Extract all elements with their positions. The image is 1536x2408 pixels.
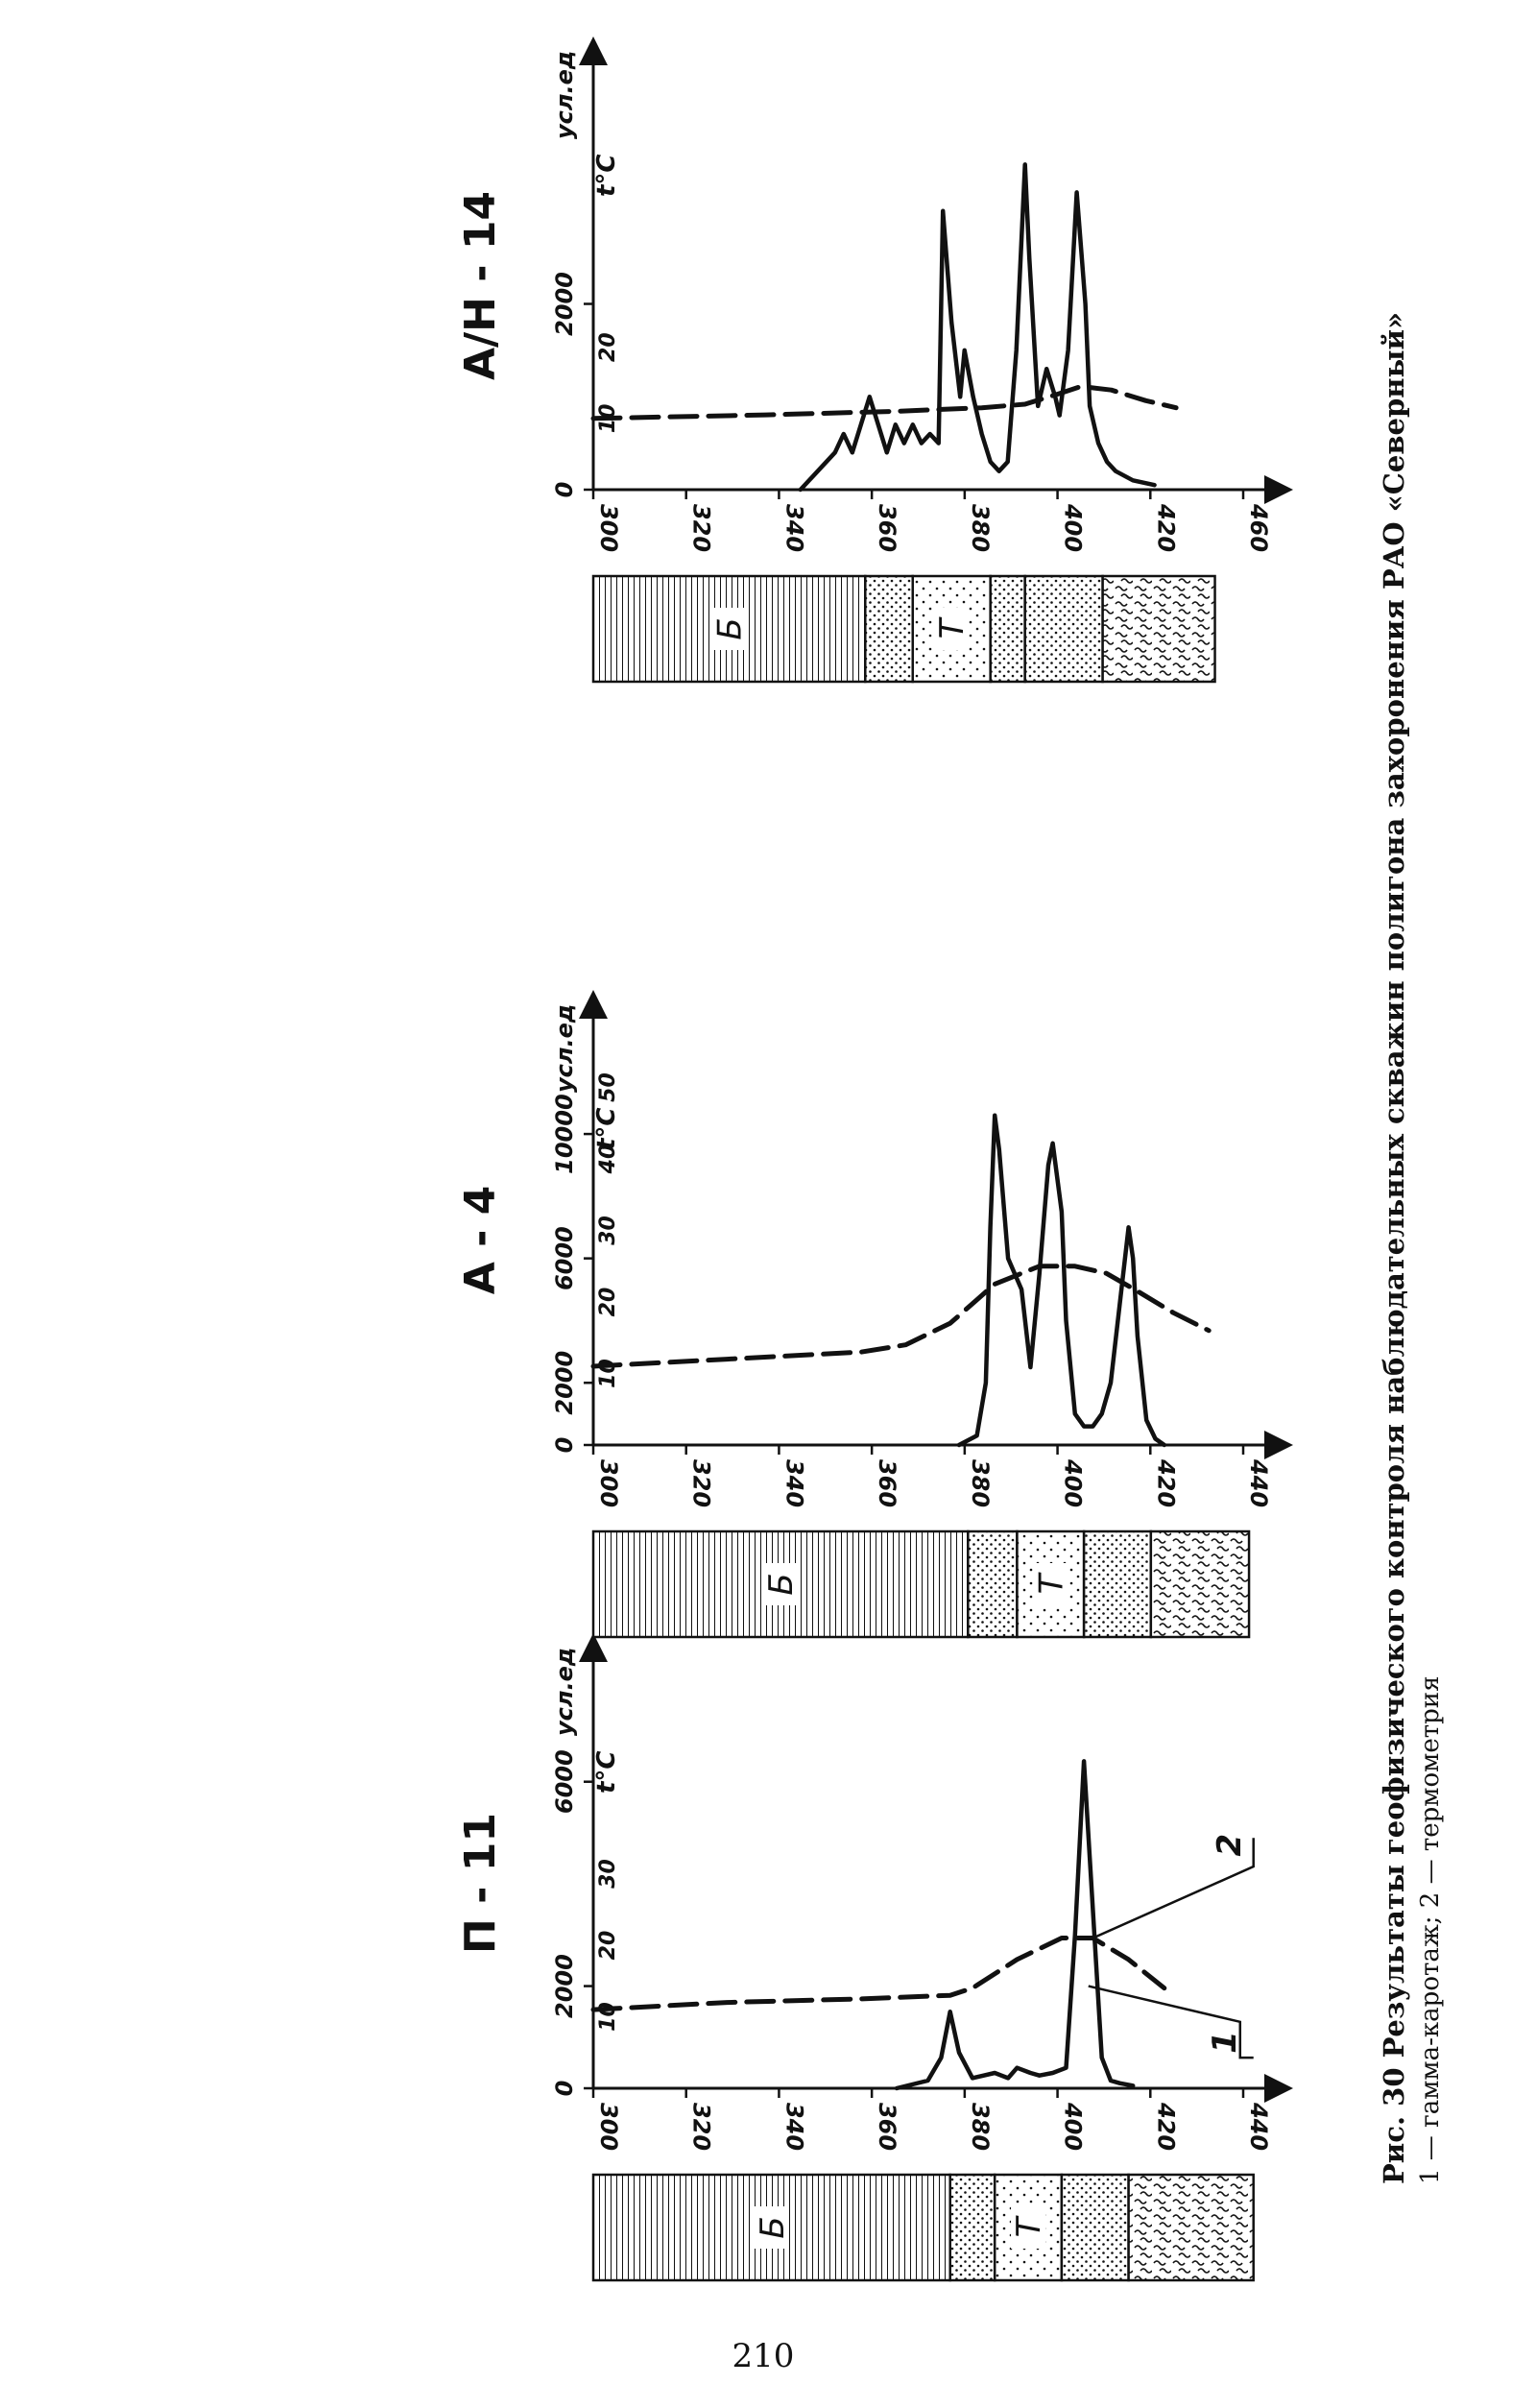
lithology-label: Т — [933, 618, 972, 639]
caption-legend: 1 — гамма-каротаж; 2 — термометрия — [1416, 1675, 1445, 2184]
temp-tick-label: 30 — [596, 1216, 620, 1245]
gamma-unit-label: усл.ед — [551, 1003, 578, 1093]
chart-panel-3 — [456, 48, 1282, 682]
depth-tick-label: 460 — [1245, 503, 1272, 553]
temp-tick-label: 20 — [596, 332, 620, 362]
caption-title: Рис. 30 Результаты геофизического контроля наблюдательных скважин полигона захоронения РАО «Северный» — [1378, 311, 1410, 2184]
gamma-tick-label: 0 — [551, 481, 578, 498]
gamma-tick-label: 2000 — [551, 1350, 578, 1415]
depth-tick-label: 340 — [780, 1458, 808, 1508]
lithology-label: Б — [762, 1573, 802, 1596]
lithology-layer — [1062, 2175, 1129, 2280]
gamma-log-line — [801, 164, 1155, 490]
gamma-tick-label: 2000 — [551, 272, 578, 336]
gamma-log-line — [897, 1761, 1133, 2088]
page-number: 210 — [732, 2337, 795, 2375]
depth-tick-label: 420 — [1152, 503, 1180, 553]
depth-tick-label: 360 — [874, 1458, 901, 1508]
depth-tick-label: 360 — [874, 503, 901, 553]
depth-tick-label: 440 — [1245, 2102, 1272, 2152]
depth-tick-label: 420 — [1152, 2102, 1180, 2152]
callout-label-thermo: 2 — [1210, 1833, 1249, 1857]
temp-tick-label: 40 — [596, 1144, 620, 1174]
gamma-tick-label: 2000 — [551, 1954, 578, 2018]
temp-tick-label: 30 — [596, 1859, 620, 1889]
gamma-unit-label: усл.ед — [551, 50, 578, 139]
lithology-layer — [1151, 1531, 1249, 1637]
temp-tick-label: 10 — [596, 2002, 620, 2032]
gamma-tick-label: 10000 — [551, 1094, 578, 1174]
temp-unit-label: t°C — [592, 1107, 621, 1150]
lithology-layer — [865, 576, 912, 682]
gamma-unit-label: усл.ед — [551, 1647, 578, 1736]
depth-tick-label: 320 — [687, 503, 715, 553]
chart-title: А/Н - 14 — [456, 190, 505, 381]
lithology-layer — [1084, 1531, 1151, 1637]
callout-label-gamma: 1 — [1206, 2031, 1245, 2054]
temp-unit-label: t°C — [592, 1750, 621, 1794]
gamma-tick-label: 6000 — [551, 1749, 578, 1815]
gamma-tick-label: 0 — [551, 1436, 578, 1454]
depth-tick-label: 320 — [687, 2102, 715, 2152]
chart-title: П - 11 — [456, 1813, 505, 1954]
depth-tick-label: 300 — [595, 503, 622, 553]
temp-tick-label: 50 — [596, 1072, 620, 1102]
depth-tick-label: 440 — [1245, 1458, 1272, 1508]
depth-tick-label: 400 — [1059, 2102, 1087, 2152]
chart-title: А - 4 — [456, 1185, 505, 1295]
depth-tick-label: 380 — [966, 1458, 994, 1508]
temp-tick-label: 10 — [596, 1359, 620, 1388]
lithology-layer — [1025, 576, 1103, 682]
depth-tick-label: 380 — [966, 503, 994, 553]
lithology-layer — [950, 2175, 995, 2280]
gamma-log-line — [959, 1116, 1164, 1445]
lithology-label: Б — [710, 617, 750, 640]
temp-tick-label: 20 — [596, 1930, 620, 1961]
temp-tick-label: 10 — [596, 403, 620, 434]
depth-tick-label: 340 — [780, 2102, 808, 2152]
depth-tick-label: 360 — [874, 2102, 901, 2152]
depth-tick-label: 420 — [1152, 1458, 1180, 1508]
chart-panel-2 — [456, 1001, 1282, 1637]
lithology-layer — [1129, 2175, 1254, 2280]
lithology-label: Б — [753, 2216, 792, 2239]
temp-unit-label: t°C — [592, 154, 621, 197]
lithology-layer — [1103, 576, 1215, 682]
lithology-label: Т — [1032, 1574, 1071, 1595]
lithology-layer — [991, 576, 1025, 682]
depth-tick-label: 400 — [1059, 503, 1087, 553]
chart-panel-1 — [456, 1645, 1282, 2280]
gamma-tick-label: 0 — [551, 2080, 578, 2097]
thermometry-line — [593, 1938, 1164, 2011]
depth-tick-label: 380 — [966, 2102, 994, 2152]
lithology-layer — [968, 1531, 1017, 1637]
lithology-label: Т — [1010, 2217, 1049, 2238]
temp-tick-label: 20 — [596, 1287, 620, 1317]
depth-tick-label: 340 — [780, 503, 808, 553]
depth-tick-label: 400 — [1059, 1458, 1087, 1508]
depth-tick-label: 320 — [687, 1458, 715, 1508]
depth-tick-label: 300 — [595, 1458, 622, 1508]
depth-tick-label: 300 — [595, 2102, 622, 2152]
gamma-tick-label: 6000 — [551, 1226, 578, 1291]
